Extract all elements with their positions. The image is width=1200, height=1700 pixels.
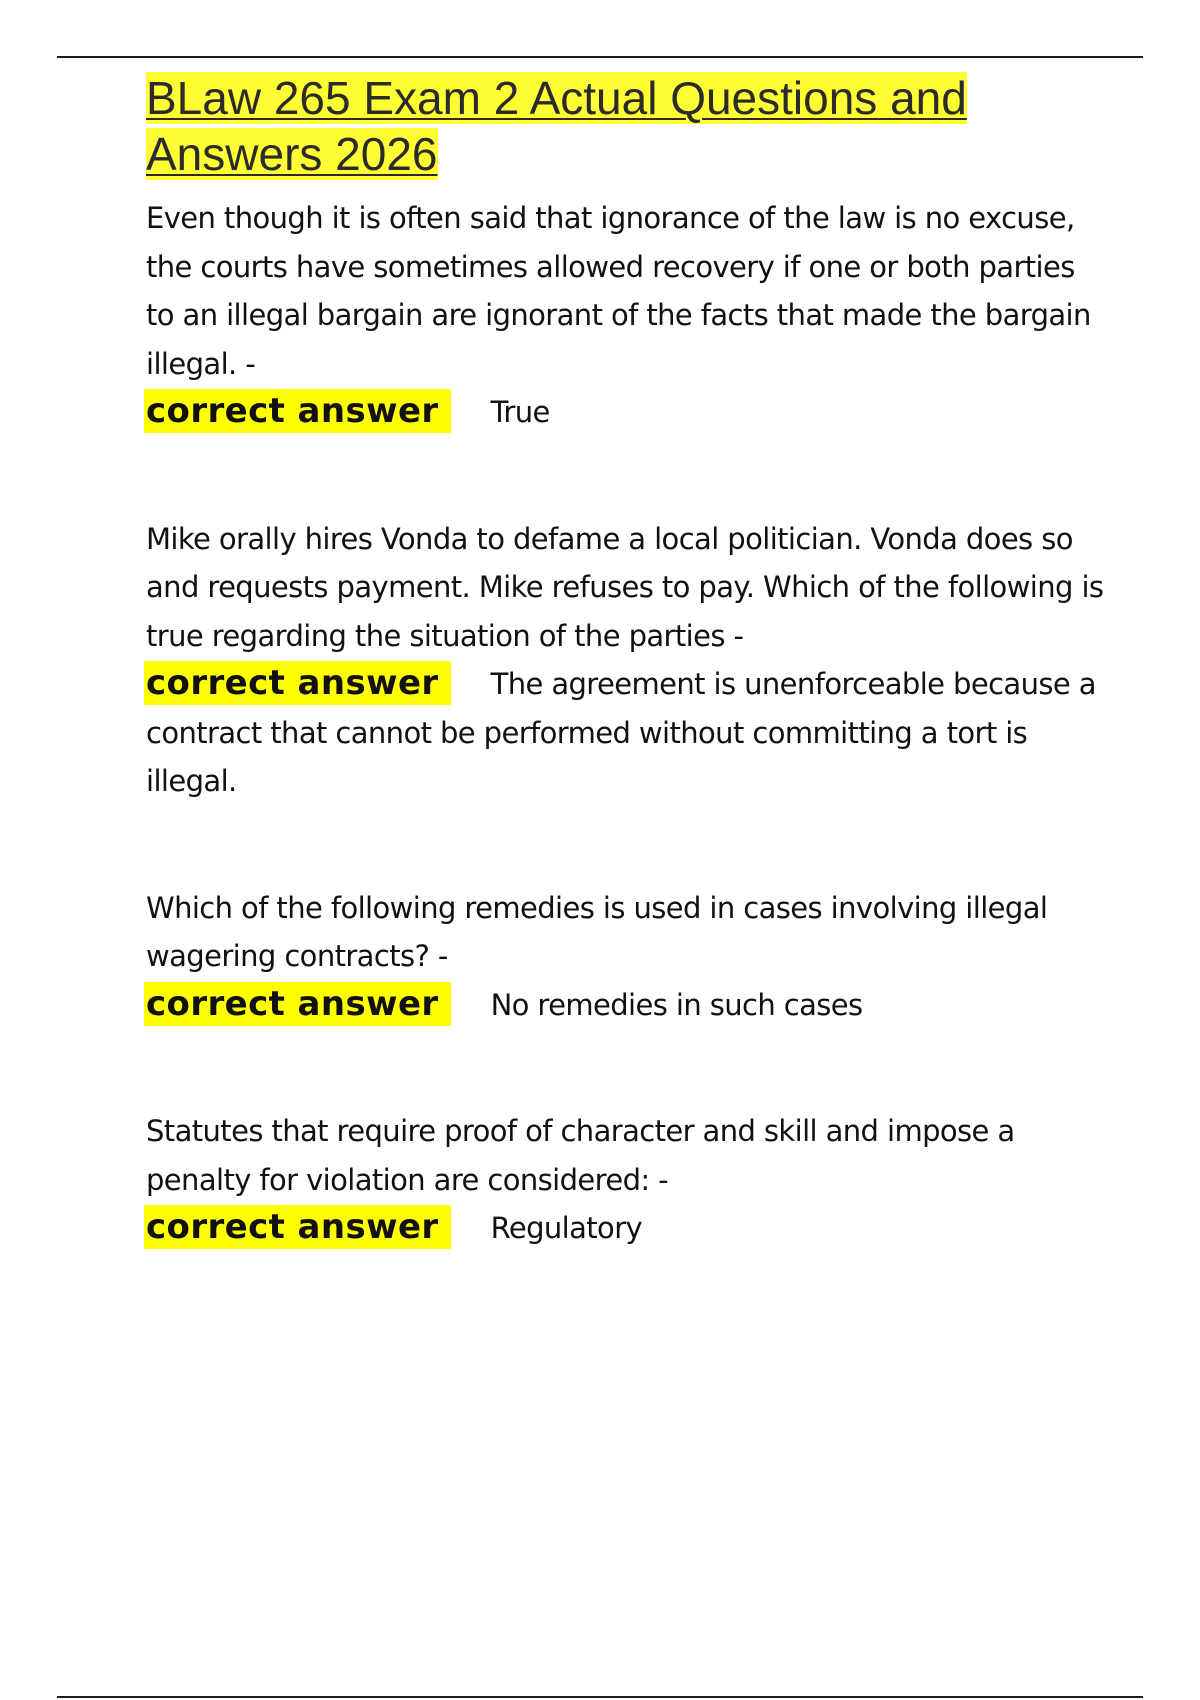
answer-line xyxy=(146,660,1106,806)
answer-text: No remedies in such cases xyxy=(490,987,863,1022)
correct-answer-label: correct answer xyxy=(144,1205,451,1249)
title-line-1: BLaw 265 Exam 2 Actual Questions and xyxy=(146,72,967,124)
top-rule xyxy=(57,56,1143,58)
correct-answer-label: correct answer xyxy=(144,389,451,433)
answer-line xyxy=(146,981,1106,1030)
bottom-rule xyxy=(57,1696,1143,1698)
document-body xyxy=(146,70,1106,1253)
answer-text: Regulatory xyxy=(490,1211,643,1245)
qa-item-1 xyxy=(146,194,1106,437)
title-line-2: Answers 2026 xyxy=(146,128,438,180)
answer-text: The agreement is unenforceable because a contract that cannot be performed without committing a tort is illegal. xyxy=(146,667,1096,798)
qa-item-2 xyxy=(146,515,1106,806)
answer-line xyxy=(146,388,1106,437)
spacer xyxy=(146,1029,1106,1107)
qa-item-4 xyxy=(146,1107,1106,1253)
qa-item-3 xyxy=(146,884,1106,1030)
correct-answer-label: correct answer xyxy=(144,982,451,1026)
question-text: Statutes that require proof of character and skill and impose a penalty for violation are considered: - xyxy=(146,1114,1015,1197)
correct-answer-label: correct answer xyxy=(144,661,451,705)
answer-text: True xyxy=(490,395,550,429)
question-text: Which of the following remedies is used in cases involving illegal wagering contracts? - xyxy=(146,890,1048,973)
question-text: Even though it is often said that ignorance of the law is no excuse, the courts have sometimes allowed recovery if one or both parties to an illegal bargain are ignorant of the facts that made the bargain illegal. - xyxy=(146,201,1091,381)
question-text: Mike orally hires Vonda to defame a local politician. Vonda does so and requests payment. Mike refuses to pay. Which of the following is true regarding the situation of the parties - xyxy=(146,521,1104,653)
answer-line xyxy=(146,1204,1106,1253)
spacer xyxy=(146,806,1106,884)
document-title xyxy=(146,70,1026,182)
spacer xyxy=(146,437,1106,515)
